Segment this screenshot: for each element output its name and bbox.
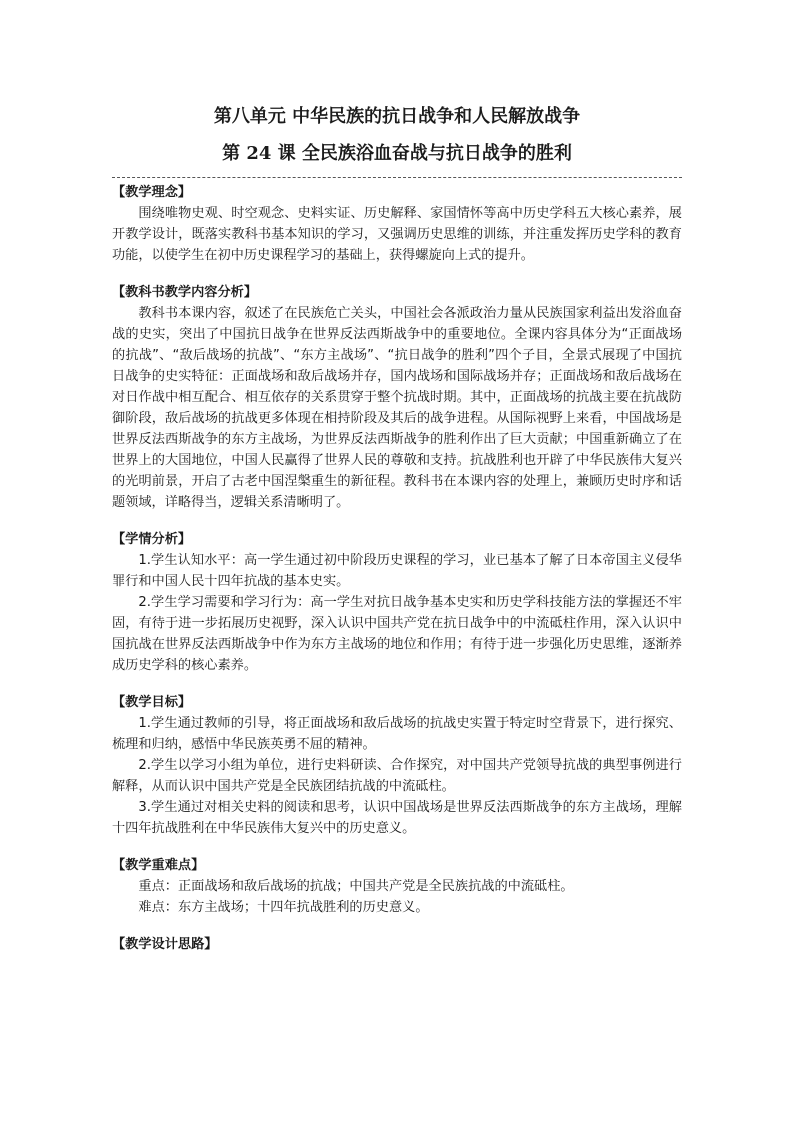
section-heading-philosophy: 【教学理念】 bbox=[112, 185, 192, 200]
section-heading-key-points: 【教学重难点】 bbox=[112, 858, 205, 873]
paragraph: 难点：东方主战场；十四年抗战胜利的历史意义。 bbox=[138, 900, 429, 915]
document-page bbox=[112, 100, 682, 955]
section-heading-students: 【学情分析】 bbox=[112, 532, 192, 547]
section-philosophy bbox=[112, 182, 682, 266]
section-design bbox=[112, 934, 682, 955]
section-key-points bbox=[112, 855, 682, 918]
section-heading-design: 【教学设计思路】 bbox=[112, 937, 218, 952]
section-students bbox=[112, 529, 682, 676]
section-objectives bbox=[112, 692, 682, 839]
section-heading-objectives: 【教学目标】 bbox=[112, 695, 192, 710]
paragraph: 2.学生以学习小组为单位，进行史料研读、合作探究，对中国共产党领导抗战的典型事例进行解释，从而认识中国共产党是全民族团结抗战的中流砥柱。 bbox=[112, 758, 682, 794]
unit-title: 第八单元 中华民族的抗日战争和人民解放战争 bbox=[213, 106, 581, 127]
paragraph: 重点：正面战场和敌后战场的抗战；中国共产党是全民族抗战的中流砥柱。 bbox=[138, 879, 574, 894]
title-divider bbox=[112, 177, 682, 178]
paragraph: 2.学生学习需要和学习行为：高一学生对抗日战争基本史实和历史学科技能方法的掌握还不牢固，有待于进一步拓展历史视野，深入认识中国共产党在抗日战争中的中流砥柱作用，深入认识中国抗战在世界反法西斯战争中作为东方主战场的地位和作用；有待于进一步强化历史思维，逐渐养成历史学科的核心素养。 bbox=[112, 595, 682, 673]
paragraph: 教科书本课内容，叙述了在民族危亡关头，中国社会各派政治力量从民族国家利益出发浴血奋战的史实，突出了中国抗日战争在世界反法西斯战争中的重要地位。全课内容具体分为“正面战场的抗战”、“敌后战场的抗战”、“东方主战场”、“抗日战争的胜利”四个子目，全景式展现了中国抗日战争的史实特征：正面战场和敌后战场并存，国内战场和国际战场并存；正面战场和敌后战场在对日作战中相互配合、相互依存的关系贯穿于整个抗战时期。其中，正面战场的抗战主要在抗战防御阶段，敌后战场的抗战更多体现在相持阶段及其后的战争进程。从国际视野上来看，中国战场是世界反法西斯战争的东方主战场，为世界反法西斯战争的胜利作出了巨大贡献；中国重新确立了在世界上的大国地位，中国人民赢得了世界人民的尊敬和支持。抗战胜利也开辟了中华民族伟大复兴的光明前景，开启了古老中国涅槃重生的新征程。教科书在本课内容的处理上，兼顾历史时序和话题领域，详略得当，逻辑关系清晰明了。 bbox=[112, 306, 683, 510]
section-heading-textbook: 【教科书教学内容分析】 bbox=[112, 285, 258, 300]
paragraph: 1.学生通过教师的引导，将正面战场和敌后战场的抗战史实置于特定时空背景下，进行探究、梳理和归纳，感悟中华民族英勇不屈的精神。 bbox=[112, 716, 682, 752]
lesson-title: 第 24 课 全民族浴血奋战与抗日战争的胜利 bbox=[222, 143, 572, 164]
paragraph: 1.学生认知水平：高一学生通过初中阶段历史课程的学习，业已基本了解了日本帝国主义侵华罪行和中国人民十四年抗战的基本史实。 bbox=[112, 553, 682, 589]
section-textbook bbox=[112, 282, 682, 513]
paragraph: 3.学生通过对相关史料的阅读和思考，认识中国战场是世界反法西斯战争的东方主战场，理解十四年抗战胜利在中华民族伟大复兴中的历史意义。 bbox=[112, 800, 682, 836]
paragraph: 围绕唯物史观、时空观念、史料实证、历史解释、家国情怀等高中历史学科五大核心素养，展开教学设计，既落实教科书基本知识的学习，又强调历史思维的训练，并注重发挥历史学科的教育功能，以使学生在初中历史课程学习的基础上，获得螺旋向上式的提升。 bbox=[112, 206, 682, 263]
